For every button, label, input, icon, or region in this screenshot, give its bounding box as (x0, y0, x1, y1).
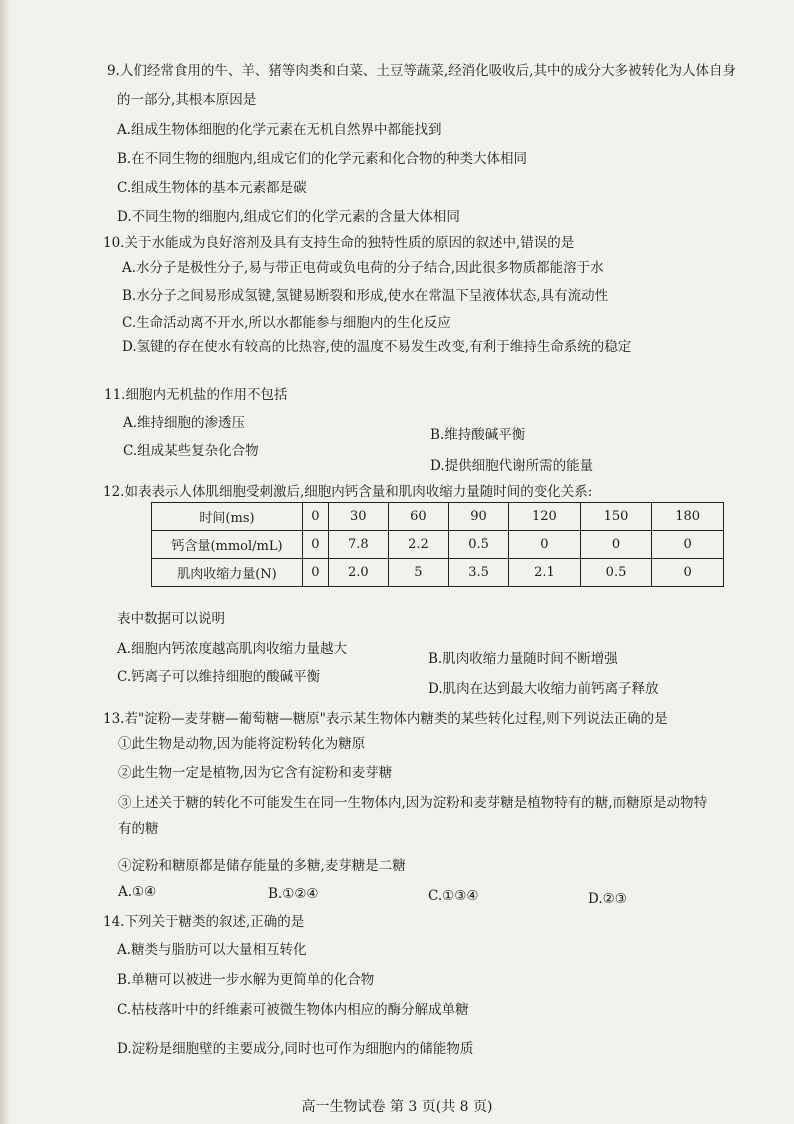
table-row (152, 503, 724, 531)
q13-option-d: D.②③ (588, 891, 627, 907)
q13-statement-3-line2: 有的糖 (118, 821, 159, 837)
table-cell: 7.8 (328, 531, 388, 559)
q9-option-a: A.组成生物体细胞的化学元素在无机自然界中都能找到 (117, 122, 442, 138)
table-cell: 120 (509, 503, 581, 531)
q14-option-c: C.枯枝落叶中的纤维素可被微生物体内相应的酶分解成单糖 (117, 1002, 469, 1018)
table-cell: 150 (580, 503, 652, 531)
table-cell: 30 (328, 503, 388, 531)
q14-option-a: A.糖类与脂肪可以大量相互转化 (117, 942, 307, 958)
table-cell: 2.1 (509, 559, 581, 587)
table-cell: 0 (652, 531, 724, 559)
q12-option-c: C.钙离子可以维持细胞的酸碱平衡 (117, 669, 321, 685)
q9-option-d: D.不同生物的细胞内,组成它们的化学元素的含量大体相同 (117, 209, 460, 225)
q9-option-c: C.组成生物体的基本元素都是碳 (117, 180, 307, 196)
q12-option-b: B.肌肉收缩力量随时间不断增强 (428, 651, 618, 667)
q9-stem-line1: 9.人们经常食用的牛、羊、猪等肉类和白菜、土豆等蔬菜,经消化吸收后,其中的成分大多被转化为人体自身 (107, 63, 736, 79)
table-cell: 3.5 (448, 559, 508, 587)
q12-option-d: D.肌肉在达到最大收缩力前钙离子释放 (428, 681, 659, 697)
q11-option-c: C.组成某些复杂化合物 (123, 443, 259, 459)
table-cell: 时间(ms) (152, 503, 303, 531)
table-row (152, 531, 724, 559)
q13-option-a: A.①④ (118, 884, 157, 900)
table-cell: 0 (303, 531, 329, 559)
table-cell: 0 (580, 531, 652, 559)
scan-edge-shadow (0, 0, 10, 1124)
q14-stem: 14.下列关于糖类的叙述,正确的是 (103, 914, 305, 930)
table-cell: 90 (448, 503, 508, 531)
table-cell: 5 (388, 559, 448, 587)
q13-option-c: C.①③④ (428, 888, 479, 904)
q11-stem: 11.细胞内无机盐的作用不包括 (104, 387, 288, 403)
q13-statement-3-line1: ③上述关于糖的转化不可能发生在同一生物体内,因为淀粉和麦芽糖是植物特有的糖,而糖原是动物特 (118, 795, 708, 811)
table-cell: 0 (509, 531, 581, 559)
q13-statement-4: ④淀粉和糖原都是储存能量的多糖,麦芽糖是二糖 (118, 858, 406, 874)
q10-option-b: B.水分子之间易形成氢键,氢键易断裂和形成,使水在常温下呈液体状态,具有流动性 (122, 288, 609, 304)
table-cell: 0 (652, 559, 724, 587)
q12-option-a: A.细胞内钙浓度越高肌肉收缩力量越大 (117, 641, 348, 657)
table-cell: 0.5 (448, 531, 508, 559)
table-cell: 0 (303, 559, 329, 587)
q10-option-a: A.水分子是极性分子,易与带正电荷或负电荷的分子结合,因此很多物质都能溶于水 (122, 260, 604, 276)
q9-option-b: B.在不同生物的细胞内,组成它们的化学元素和化合物的种类大体相同 (117, 151, 528, 167)
table-cell: 180 (652, 503, 724, 531)
q12-stem: 12.如表表示人体肌细胞受刺激后,细胞内钙含量和肌肉收缩力量随时间的变化关系: (103, 484, 593, 500)
q11-option-a: A.维持细胞的渗透压 (123, 415, 246, 431)
q13-stem: 13.若"淀粉—麦芽糖—葡萄糖—糖原"表示某生物体内糖类的某些转化过程,则下列说法正确的是 (103, 711, 668, 727)
calcium-force-table (151, 502, 724, 587)
page-footer: 高一生物试卷 第 3 页(共 8 页) (301, 1099, 493, 1115)
table-cell: 2.0 (328, 559, 388, 587)
table-cell: 肌肉收缩力量(N) (152, 559, 303, 587)
q10-stem: 10.关于水能成为良好溶剂及具有支持生命的独特性质的原因的叙述中,错误的是 (103, 235, 575, 251)
q11-option-b: B.维持酸碱平衡 (430, 427, 526, 443)
q13-statement-1: ①此生物是动物,因为能将淀粉转化为糖原 (118, 736, 366, 752)
table-cell: 2.2 (388, 531, 448, 559)
table-cell: 60 (388, 503, 448, 531)
q10-option-c: C.生命活动离不开水,所以水都能参与细胞内的生化反应 (122, 315, 451, 331)
table-row (152, 559, 724, 587)
q14-option-b: B.单糖可以被进一步水解为更简单的化合物 (117, 972, 375, 988)
table-cell: 钙含量(mmol/mL) (152, 531, 303, 559)
q13-option-b: B.①②④ (268, 886, 319, 902)
table-cell: 0.5 (580, 559, 652, 587)
q13-statement-2: ②此生物一定是植物,因为它含有淀粉和麦芽糖 (118, 765, 393, 781)
table-cell: 0 (303, 503, 329, 531)
q11-option-d: D.提供细胞代谢所需的能量 (430, 458, 594, 474)
q9-stem-line2: 的一部分,其根本原因是 (117, 92, 257, 108)
q12-after-table: 表中数据可以说明 (117, 611, 225, 627)
q14-option-d: D.淀粉是细胞壁的主要成分,同时也可作为细胞内的储能物质 (117, 1041, 474, 1057)
q10-option-d: D.氢键的存在使水有较高的比热容,使的温度不易发生改变,有利于维持生命系统的稳定 (122, 339, 632, 355)
